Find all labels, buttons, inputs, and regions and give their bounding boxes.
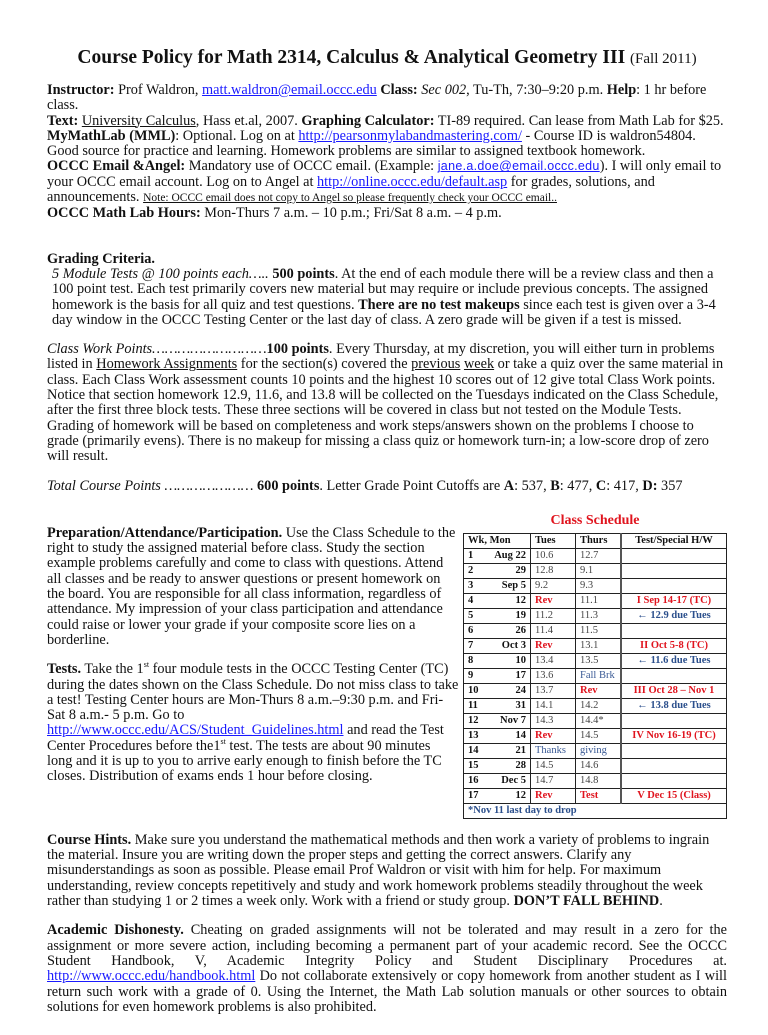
tuesday-topic: Rev	[531, 593, 576, 608]
week-cell	[464, 578, 531, 593]
link[interactable]: http://www.occc.edu/handbook.html	[47, 968, 256, 985]
schedule-row	[464, 668, 727, 683]
week-monday: 17	[515, 670, 526, 682]
title-text: Course Policy for Math 2314, Calculus & Analytical Geometry III	[77, 47, 626, 68]
text-run: Sec 002	[421, 82, 467, 98]
special-note: ← 13.8 due Tues	[621, 698, 727, 713]
text-run: Prof Waldron,	[114, 82, 203, 98]
week-number: 8	[468, 655, 474, 667]
academic-dishonesty-paragraph	[47, 923, 727, 1015]
schedule-row	[464, 743, 727, 758]
week-cell	[464, 743, 531, 758]
tuesday-topic: 12.8	[531, 563, 576, 578]
schedule-row	[464, 578, 727, 593]
special-note	[621, 713, 727, 728]
text-run: B	[550, 477, 560, 494]
schedule-row	[464, 728, 727, 743]
tuesday-topic: 11.2	[531, 608, 576, 623]
thursday-topic: 9.1	[576, 563, 622, 578]
text-run: A	[503, 477, 515, 494]
special-note	[621, 563, 727, 578]
class-schedule	[463, 512, 727, 819]
week-cell	[464, 668, 531, 683]
text-run: University Calculus	[81, 112, 196, 129]
week-number: 10	[468, 685, 479, 697]
text-run: TI-89 required. Can lease from Math Lab for $25.	[434, 112, 724, 129]
week-monday: 12	[515, 595, 526, 607]
week-cell	[464, 563, 531, 578]
schedule-row	[464, 548, 727, 563]
text-run: . Every Thursday, at my discretion, you will either turn in problems listed in	[47, 341, 715, 373]
text-run: , Tu-Th, 7:30–9:20 p.m.	[466, 82, 607, 98]
week-number: 16	[468, 775, 479, 787]
text-run: Grading Criteria.	[47, 250, 156, 267]
total-points-line	[47, 479, 727, 494]
week-number: 17	[468, 790, 479, 802]
text-run: : 537,	[514, 477, 551, 494]
thursday-topic: 13.5	[576, 653, 622, 668]
text-run: Note: OCCC email does not copy to Angel so please frequently check your OCCC email..	[143, 192, 557, 205]
schedule-row	[464, 698, 727, 713]
text-run: - Course ID is waldron54804. Good source for practice and learning. Homework problems are similar to assigned textbook homework.	[47, 127, 696, 160]
special-note	[621, 773, 727, 788]
week-monday: 19	[515, 610, 526, 622]
special-note	[621, 623, 727, 638]
text-run: . At the end of each module there will be a review class and then a 100 point test. Each test primarily covers new material but may require or include previous concepts. The assigned homework is the basis for all quiz and test questions.	[52, 265, 714, 313]
text-run: ). I will only email to your OCCC email account. Log on to Angel at	[47, 158, 722, 190]
text-run: previous	[411, 356, 461, 373]
title-term: (Fall 2011)	[630, 51, 697, 67]
week-cell	[464, 713, 531, 728]
week-monday: 24	[515, 685, 526, 697]
schedule-row	[464, 773, 727, 788]
schedule-table	[463, 533, 727, 819]
text-run: OCCC Email &Angel:	[47, 158, 186, 175]
link[interactable]: matt.waldron@email.occc.edu	[202, 82, 377, 98]
text-run: 100 points	[266, 341, 329, 358]
text-run: Homework Assignments	[96, 356, 238, 373]
text-run: Academic Dishonesty.	[47, 922, 184, 939]
week-monday: 26	[515, 625, 526, 637]
link[interactable]: http://www.occc.edu/ACS/Student_Guidelines.html	[47, 722, 344, 739]
instructor-line	[47, 83, 727, 114]
thursday-topic: 11.3	[576, 608, 622, 623]
schedule-footnote: *Nov 11 last day to drop	[464, 803, 727, 818]
text-run: OCCC Math Lab Hours:	[47, 205, 201, 222]
text-run: Course Hints.	[47, 831, 132, 848]
grading-heading	[47, 252, 727, 267]
week-cell	[464, 728, 531, 743]
thursday-topic: 14.2	[576, 698, 622, 713]
link[interactable]: jane.a.doe@email.occc.edu	[437, 159, 600, 174]
text-run: .	[659, 893, 663, 910]
week-number: 6	[468, 625, 474, 637]
special-note	[621, 668, 727, 683]
tests-paragraph	[47, 267, 727, 328]
text-run: : 477,	[559, 477, 596, 494]
tuesday-topic: 13.7	[531, 683, 576, 698]
schedule-row	[464, 683, 727, 698]
mymathlab-line	[47, 129, 727, 160]
thursday-topic: 9.3	[576, 578, 622, 593]
special-note: II Oct 5-8 (TC)	[621, 638, 727, 653]
week-monday: 21	[515, 745, 526, 757]
text-run: 5 Module Tests @ 100 points each…..	[52, 265, 269, 282]
week-monday: Sep 5	[501, 580, 526, 592]
text-run: four module tests in the OCCC Testing Center (TC) during the dates shown on the Class Schedule. Do not miss class to take a test! Testing Center hours are Mon-Thurs 8 a.m.–9:30 p.m. and Fri-Sat 8 a.m.- 5 p.m. Go to	[47, 661, 459, 724]
week-monday: Aug 22	[494, 550, 526, 562]
week-number: 7	[468, 640, 474, 652]
text-run: : Optional. Log on at	[175, 127, 299, 144]
text-run: Text:	[47, 112, 79, 129]
tests-section-paragraph	[47, 662, 459, 784]
text-run: since each test is given over a 3-4 day window in the OCCC Testing Center or the last day of class. A zero grade will be given if a test is missed.	[52, 296, 716, 328]
two-column-section	[47, 512, 727, 819]
schedule-row	[464, 638, 727, 653]
week-monday: Oct 3	[501, 640, 526, 652]
special-note: ← 12.9 due Tues	[621, 608, 727, 623]
week-number: 2	[468, 565, 474, 577]
thursday-topic: Fall Brk	[576, 668, 622, 683]
schedule-row	[464, 593, 727, 608]
text-run: 600 points	[257, 477, 320, 494]
header-thurs: Thurs	[576, 533, 622, 548]
text-run: and read the Test Center Procedures before the1	[47, 722, 444, 754]
week-monday: 28	[515, 760, 526, 772]
text-run: Class:	[380, 82, 418, 98]
schedule-title: Class Schedule	[550, 512, 640, 528]
thursday-topic: 14.8	[576, 773, 622, 788]
classwork-paragraph	[47, 342, 727, 464]
week-number: 5	[468, 610, 474, 622]
course-hints-paragraph	[47, 833, 727, 909]
text-run: : 1 hr before class.	[47, 82, 707, 114]
thursday-topic: 11.1	[576, 593, 622, 608]
thursday-topic: 14.5	[576, 728, 622, 743]
special-note	[621, 578, 727, 593]
thursday-topic: Rev	[576, 683, 622, 698]
text-run: There are no test makeups	[358, 296, 520, 313]
text-run: . Letter Grade Point Cutoffs are	[319, 477, 504, 494]
tuesday-topic: 9.2	[531, 578, 576, 593]
page-title	[47, 46, 727, 71]
text-run: st	[143, 660, 150, 670]
text-run: Do not collaborate extensively or copy homework from another student as I will return such work with a grade of 0. Using the Internet, the Math Lab solution manuals or other sources to obtain solutions for even homework problems is also prohibited.	[47, 968, 727, 1015]
week-cell	[464, 593, 531, 608]
text-run: st	[220, 736, 226, 746]
special-note: IV Nov 16-19 (TC)	[621, 728, 727, 743]
text-run: Instructor:	[47, 82, 115, 98]
week-cell	[464, 698, 531, 713]
tuesday-topic: 14.3	[531, 713, 576, 728]
text-run: Tests.	[47, 661, 82, 678]
thursday-topic: 13.1	[576, 638, 622, 653]
tuesday-topic: 14.1	[531, 698, 576, 713]
week-cell	[464, 638, 531, 653]
text-run: DON’T FALL BEHIND	[513, 893, 660, 910]
text-run: Preparation/Attendance/Participation.	[47, 524, 283, 541]
schedule-row	[464, 713, 727, 728]
week-monday: Nov 7	[500, 715, 526, 727]
week-number: 3	[468, 580, 474, 592]
text-run: or take a quiz over the same material in class. Each Class Work assessment counts 10 points and the highest 10 scores out of 12 give total Class Work points. Notice that section homework 12.9, 11.6, and 13.8 will be collected on the Tuesdays indicated on the Class Schedule, after the first three block tests. These three sections will be covered in class but not tested on the Module Tests. Grading of homework will be based on completeness and work steps/answers shown on the problems I choose to grade (primarily evens). There is no makeup for missing a class quiz or homework turn-in; a low-score drop of zero will result.	[47, 356, 724, 465]
text-run: Mandatory use of OCCC email. (Example:	[185, 158, 438, 175]
text-run: : 417,	[606, 477, 643, 494]
special-note	[621, 548, 727, 563]
thursday-topic: giving	[576, 743, 622, 758]
tuesday-topic: Rev	[531, 788, 576, 803]
tuesday-topic: 13.6	[531, 668, 576, 683]
thursday-topic: 12.7	[576, 548, 622, 563]
special-note: V Dec 15 (Class)	[621, 788, 727, 803]
text-run: Help	[606, 82, 637, 98]
text-run: C	[595, 477, 607, 494]
thursday-topic: 14.4*	[576, 713, 622, 728]
text-run: Use the Class Schedule to the right to study the assigned material before class. Study the section example problems carefully and come to class with questions. Attend all classes and be ready to answer questions or present homework on the board. You are responsible for all class information, regardless of attendance. My impression of your class participation and attendance could raise or lower your grade if your composite score lies on a borderline.	[47, 524, 456, 648]
tuesday-topic: Rev	[531, 638, 576, 653]
link[interactable]: http://pearsonmylabandmastering.com/	[298, 127, 522, 144]
week-cell	[464, 758, 531, 773]
text-run: Total Course Points …………………	[47, 477, 254, 494]
week-number: 14	[468, 745, 479, 757]
text-run: D:	[642, 477, 658, 494]
text-run: Take the 1	[81, 661, 144, 678]
link[interactable]: http://online.occc.edu/default.asp	[317, 173, 508, 190]
tuesday-topic: 14.7	[531, 773, 576, 788]
left-column	[47, 512, 459, 785]
week-monday: 31	[515, 700, 526, 712]
text-run: 500 points	[272, 265, 335, 282]
text-run: 357	[657, 477, 683, 494]
week-monday: 10	[515, 655, 526, 667]
week-cell	[464, 683, 531, 698]
week-number: 1	[468, 550, 474, 562]
week-number: 4	[468, 595, 474, 607]
text-run: Class Work Points………………………	[47, 341, 267, 358]
text-run: Mon-Thurs 7 a.m. – 10 p.m.; Fri/Sat 8 a.m. – 4 p.m.	[200, 205, 502, 222]
header-tues: Tues	[531, 533, 576, 548]
week-monday: 12	[515, 790, 526, 802]
special-note	[621, 743, 727, 758]
week-number: 12	[468, 715, 479, 727]
special-note: ← 11.6 due Tues	[621, 653, 727, 668]
week-number: 11	[468, 700, 478, 712]
tuesday-topic: Rev	[531, 728, 576, 743]
special-note: I Sep 14-17 (TC)	[621, 593, 727, 608]
week-cell	[464, 773, 531, 788]
thursday-topic: 14.6	[576, 758, 622, 773]
text-run: for grades, solutions, and announcements.	[47, 173, 655, 206]
thursday-topic: 11.5	[576, 623, 622, 638]
week-number: 13	[468, 730, 479, 742]
tuesday-topic: 11.4	[531, 623, 576, 638]
course-info	[47, 83, 727, 222]
thursday-topic: Test	[576, 788, 622, 803]
text-run: Cheating on graded assignments will not be tolerated and may result in a zero for the assignment or more severe action, including becoming a permanent part of your academic record. See the OCCC Student Handbook, V, Academic Integrity Policy and Student Disciplinary Procedures at.	[47, 922, 727, 969]
week-cell	[464, 548, 531, 563]
tuesday-topic: 13.4	[531, 653, 576, 668]
week-monday: Dec 5	[501, 775, 526, 787]
week-number: 9	[468, 670, 474, 682]
schedule-row	[464, 788, 727, 803]
schedule-row	[464, 608, 727, 623]
tuesday-topic: 14.5	[531, 758, 576, 773]
text-run: week	[463, 356, 495, 373]
week-monday: 29	[515, 565, 526, 577]
text-run: test. The tests are about 90 minutes long and it is up to you to arrive early enough to finish before the TC closes. Distribution of exams ends 1 hour before closing.	[47, 737, 442, 785]
schedule-row	[464, 653, 727, 668]
text-run: , Hass et.al, 2007.	[195, 112, 302, 129]
tuesday-topic: Thanks	[531, 743, 576, 758]
special-note: III Oct 28 – Nov 1	[621, 683, 727, 698]
week-cell	[464, 788, 531, 803]
mathlab-hours-line	[47, 206, 727, 221]
week-monday: 14	[515, 730, 526, 742]
text-run: for the section(s) covered the	[237, 356, 412, 373]
text-run: Graphing Calculator:	[301, 112, 435, 129]
tuesday-topic: 10.6	[531, 548, 576, 563]
special-note	[621, 758, 727, 773]
week-number: 15	[468, 760, 479, 772]
preparation-paragraph	[47, 526, 459, 648]
schedule-row	[464, 758, 727, 773]
email-line	[47, 159, 727, 206]
week-cell	[464, 623, 531, 638]
schedule-row	[464, 623, 727, 638]
schedule-header-row	[464, 533, 727, 548]
text-run: MyMathLab (MML)	[47, 127, 176, 144]
header-special: Test/Special H/W	[621, 533, 727, 548]
schedule-row	[464, 563, 727, 578]
week-cell	[464, 608, 531, 623]
week-cell	[464, 653, 531, 668]
header-week: Wk, Mon	[464, 533, 531, 548]
text-run: Make sure you understand the mathematical methods and then work a variety of problems to ingrain the material. Insure you are writing down the proper steps and getting the correct answers. Clarify any misunderstandings as soon as possible. Please email Prof Waldron or visit with him for help. For maximum understanding, review concepts repetitively and study and work homework problems steadily throughout the week rather than studying 1 or 2 times a week only. Work with a friend or study group.	[47, 831, 710, 910]
text-line	[47, 114, 727, 129]
